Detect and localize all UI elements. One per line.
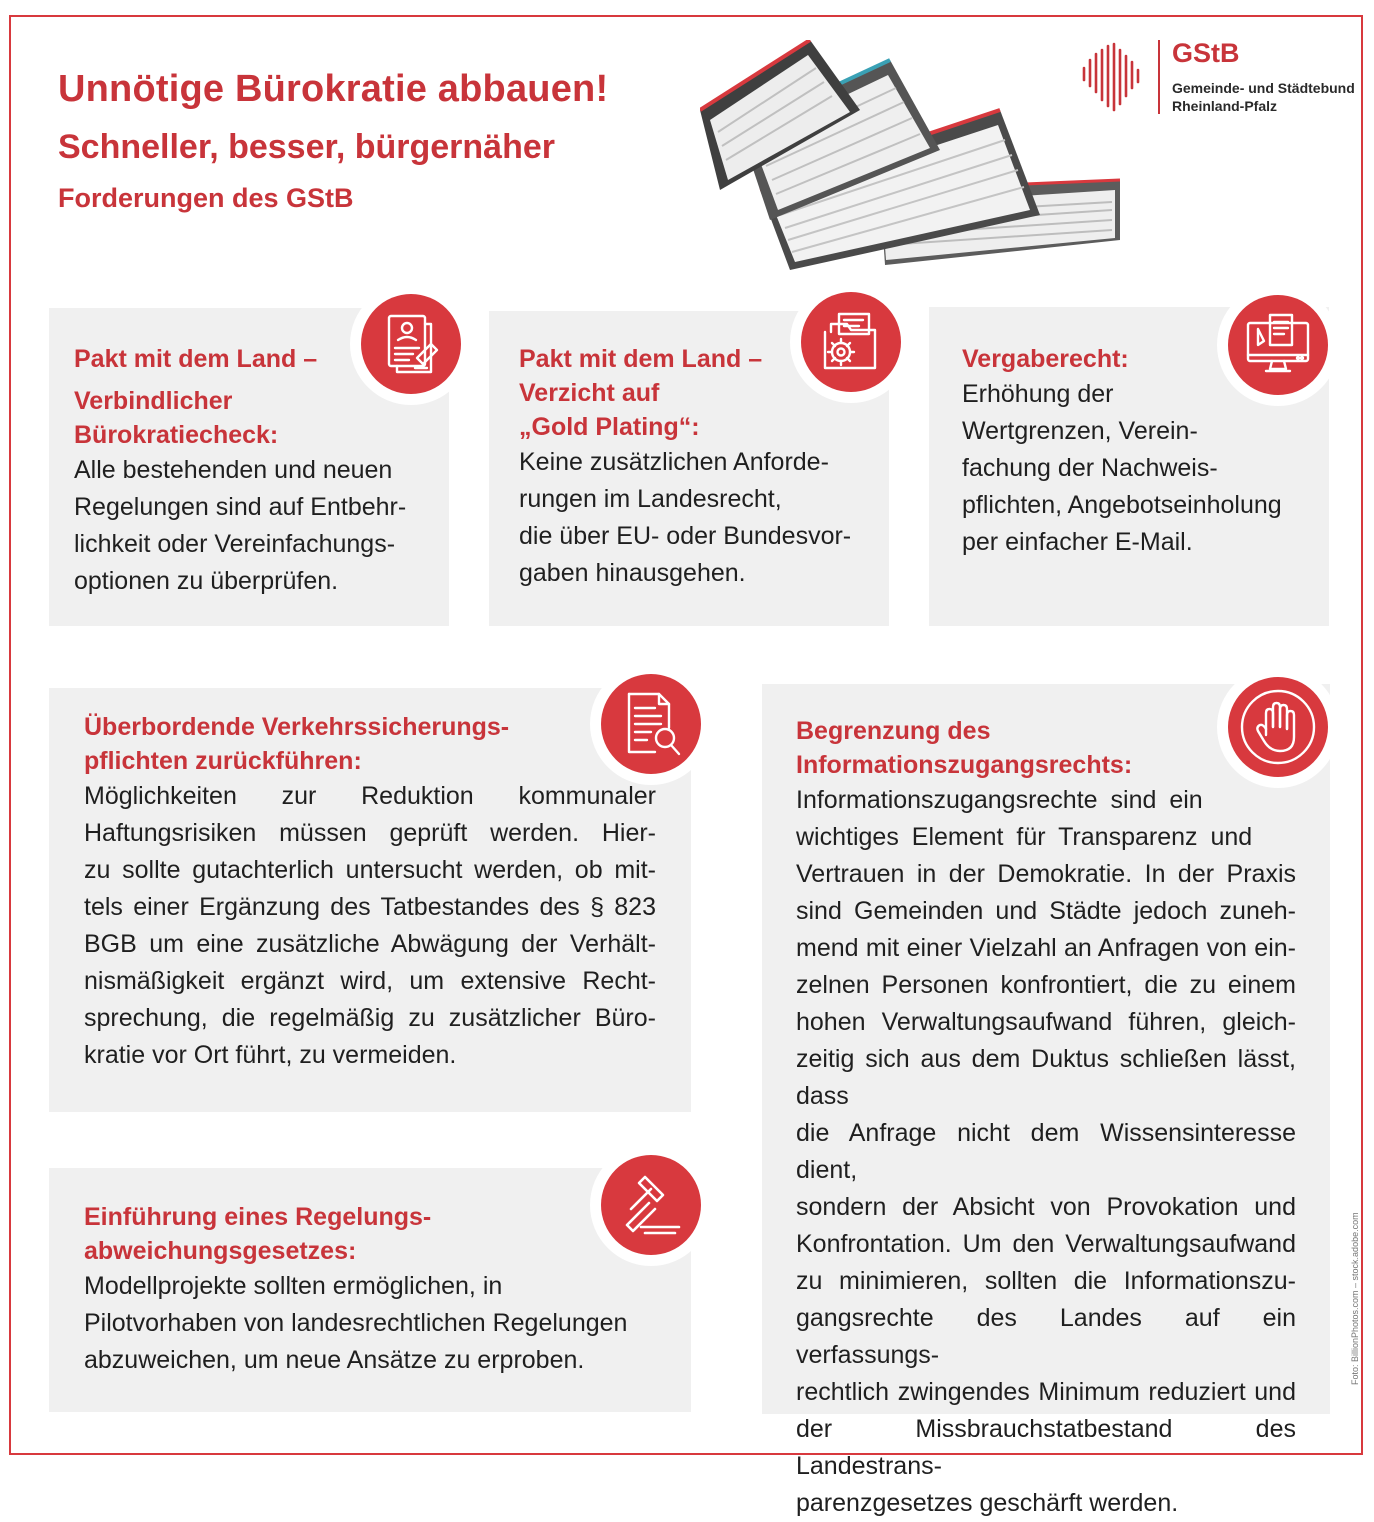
card-text-line: der Missbrauchstatbestand des Landestrans- — [796, 1415, 1296, 1480]
card-badge — [590, 663, 712, 785]
card-text-line: nismäßigkeit ergänzt wird, um extensive Recht- — [84, 967, 656, 995]
card-text-line: Pilotvorhaben von landesrechtlichen Regelungen — [84, 1309, 628, 1337]
card-text-line: wichtiges Element für Transparenz und — [796, 823, 1253, 851]
card-text-line: fachung der Nachweis- — [962, 454, 1218, 482]
card-informationszugang — [762, 684, 1330, 1517]
logo-abbreviation: GStB — [1172, 38, 1240, 68]
card-badge — [1217, 666, 1339, 788]
card-text-line: gangsrechte des Landes auf ein verfassungs- — [796, 1304, 1296, 1369]
gstb-logo — [1080, 38, 1360, 118]
card-text-line: Regelungen sind auf Entbehr- — [74, 493, 407, 521]
document-stamp-icon — [361, 294, 461, 394]
page-tagline: Forderungen des GStB — [58, 183, 354, 213]
document-magnifier-icon — [601, 674, 701, 774]
card-text-line: gaben hinausgehen. — [519, 559, 746, 587]
card-text-line: Modellprojekte sollten ermöglichen, in — [84, 1272, 503, 1300]
card-text-line: sondern der Absicht von Provokation und — [796, 1193, 1296, 1221]
stop-hand-icon — [1228, 677, 1328, 777]
card-heading-line: Verzicht auf — [519, 379, 660, 407]
card-text-line: Erhöhung der — [962, 380, 1114, 408]
card-text-line: per einfacher E-Mail. — [962, 528, 1193, 556]
card-text-line: zu sollte gutachterlich untersucht werden, ob mit- — [84, 856, 656, 884]
card-text-line: hohen Verwaltungsaufwand führen, gleich- — [796, 1008, 1296, 1036]
card-text-line: sprechung, die regelmäßig zu zusätzlicher Büro- — [84, 1004, 656, 1032]
page-title: Unnötige Bürokratie abbauen! — [58, 68, 609, 110]
card-text-line: Keine zusätzlichen Anforde- — [519, 448, 829, 476]
card-text-line: Wertgrenzen, Verein- — [962, 417, 1198, 445]
photo-credit: Foto: BillionPhotos.com – stock.adobe.com — [1350, 1212, 1360, 1385]
card-heading-line: Pakt mit dem Land – — [74, 345, 318, 373]
card-heading-line: Begrenzung des — [796, 717, 991, 745]
card-heading-line: Vergaberecht: — [962, 345, 1129, 373]
card-heading-line: abweichungsgesetzes: — [84, 1237, 357, 1265]
card-badge — [1217, 284, 1339, 406]
monitor-document-icon — [1228, 295, 1328, 395]
card-text-line: die über EU- oder Bundesvor- — [519, 522, 852, 550]
gavel-icon — [601, 1155, 701, 1255]
card-text-line: mend mit einer Vielzahl an Anfragen von ein- — [796, 934, 1296, 962]
card-heading-line: Bürokratiecheck: — [74, 421, 279, 449]
card-text-line: rungen im Landesrecht, — [519, 485, 782, 513]
card-text-line: zeitig sich aus dem Duktus schließen lässt, dass — [796, 1045, 1296, 1110]
card-text-line: pflichten, Angebotseinholung — [962, 491, 1282, 519]
card-heading-line: Einführung eines Regelungs- — [84, 1203, 432, 1231]
logo-org-name: Gemeinde- und Städtebund — [1172, 80, 1355, 96]
card-heading-line: Pakt mit dem Land – — [519, 345, 763, 373]
card-text-line: Konfrontation. Um den Verwaltungsaufwand — [796, 1230, 1296, 1258]
card-text-line: Informationszugangsrechte sind ein — [796, 786, 1203, 814]
card-badge — [350, 283, 472, 405]
card-heading-line: „Gold Plating“: — [519, 413, 700, 441]
card-heading-line: pflichten zurückführen: — [84, 747, 362, 775]
card-text-line: Möglichkeiten zur Reduktion kommunaler — [84, 782, 656, 810]
card-heading-line: Informationszugangsrechts: — [796, 751, 1133, 779]
card-text-line: parenzgesetzes geschärft werden. — [796, 1489, 1179, 1517]
card-text-line: tels einer Ergänzung des Tatbestandes des § 823 — [84, 893, 656, 921]
rlp-map-mark-icon — [1080, 40, 1140, 112]
card-heading-line: Verbindlicher — [74, 387, 233, 415]
card-badge — [590, 1144, 712, 1266]
card-text-line: Haftungsrisiken müssen geprüft werden. Hier- — [84, 819, 656, 847]
card-text-line: zu minimieren, sollten die Informationszu- — [796, 1267, 1296, 1295]
card-text-line: zelnen Personen konfrontiert, die zu einem — [796, 971, 1296, 999]
binders-illustration — [700, 40, 1120, 275]
page-subtitle: Schneller, besser, bürgernäher — [58, 128, 556, 166]
folder-gear-icon — [801, 292, 901, 392]
card-verkehrssicherung — [49, 688, 691, 1112]
card-text-line: rechtlich zwingendes Minimum reduziert und — [796, 1378, 1296, 1406]
card-text-line: Alle bestehenden und neuen — [74, 456, 393, 484]
card-text-line: lichkeit oder Vereinfachungs- — [74, 530, 396, 558]
card-text-line: kratie vor Ort führt, zu vermeiden. — [84, 1041, 457, 1069]
card-text-line: die Anfrage nicht dem Wissensinteresse dient, — [796, 1119, 1296, 1184]
card-text-line: sind Gemeinden und Städte jedoch zuneh- — [796, 897, 1296, 925]
card-text-line: optionen zu überprüfen. — [74, 567, 339, 595]
card-text-line: BGB um eine zusätzliche Abwägung der Verhält- — [84, 930, 656, 958]
logo-region: Rheinland-Pfalz — [1172, 98, 1278, 114]
card-heading-line: Überbordende Verkehrssicherungs- — [84, 713, 510, 741]
logo-separator — [1158, 40, 1160, 114]
card-text-line: abzuweichen, um neue Ansätze zu erproben. — [84, 1346, 585, 1374]
card-text-line: Vertrauen in der Demokratie. In der Praxis — [796, 860, 1296, 888]
card-badge — [790, 281, 912, 403]
